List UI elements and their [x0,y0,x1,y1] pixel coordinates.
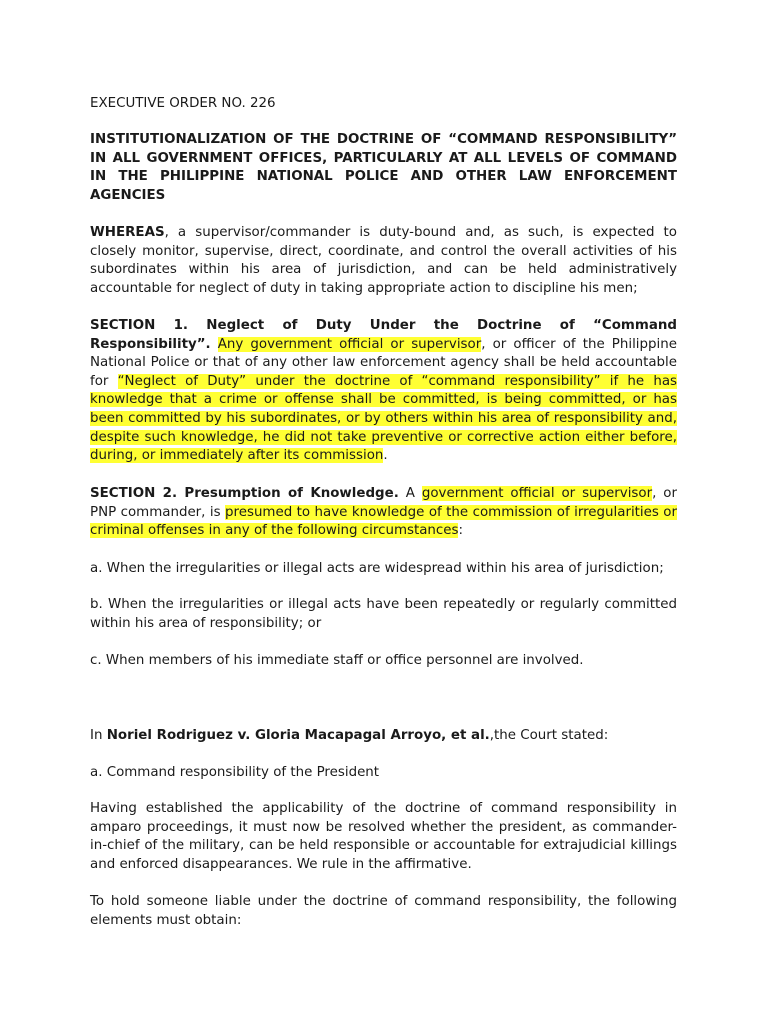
paragraph-1: Having established the applicability of the doctrine of command responsibility in amparo proceedings, it must now be resolved whether the president, as commander-in-chief of the military, can be held responsible or accountable for extrajudicial killings and enforced disappearances. We rule in the affirmative. [90,801,677,872]
section-2-text-0: A [398,486,422,501]
whereas-lead: WHEREAS [90,225,165,240]
document-title: INSTITUTIONALIZATION OF THE DOCTRINE OF “COMMAND RESPONSIBILITY” IN ALL GOVERNMENT OFFICES, PARTICULARLY AT ALL LEVELS OF COMMAND IN THE PHILIPPINE NATIONAL POLICE AND OTHER LAW ENFORCEMENT AGENCIES [90,132,677,203]
section-2-heading: SECTION 2. Presumption of Knowledge. [90,486,399,501]
section-1-heading: SECTION 1. Neglect of Duty Under the Doctrine of “Command Responsibility”. [90,318,677,352]
section-2 [90,485,677,541]
case-pre: In [90,728,107,743]
case-citation [90,727,677,746]
circumstance-c: c. When members of his immediate staff or office personnel are involved. [90,653,584,668]
executive-order-number: EXECUTIVE ORDER NO. 226 [90,96,276,111]
section-2-highlight-2: presumed to have knowledge of the commission of irregularities or criminal offenses in any of the following circumstances [90,504,677,539]
section-2-text-1: , or PNP commander, is [90,486,677,520]
subheading: a. Command responsibility of the President [90,765,380,780]
section-1-text-2: . [383,448,388,464]
section-1-text-1: , or officer of the Philippine National Police or that of any other law enforcement agency shall be held accountable for [90,336,677,389]
section-1-highlight-1: Any government official or supervisor [217,336,482,352]
whereas-text: , a supervisor/commander is duty-bound and, as such, is expected to closely monitor, supervise, direct, coordinate, and control the overall activities of his subordinates within his area of jurisdiction, and can be held administratively accountable for neglect of duty in taking appropriate action to discipline his men; [90,225,677,296]
section-2-highlight-1: government official or supervisor [421,486,653,501]
circumstance-b: b. When the irregularities or illegal acts have been repeatedly or regularly committed within his area of responsibility; or [90,597,677,631]
case-post: ,the Court stated: [489,728,609,743]
paragraph-2: To hold someone liable under the doctrine of command responsibility, the following elements must obtain: [90,894,677,928]
section-1-highlight-2: “Neglect of Duty” under the doctrine of “command responsibility” if he has knowledge that a crime or offense shall be committed, is being committed, or has been committed by his subordinates, or by others within his area of responsibility and, despite such knowledge, he did not take preventive or corrective action either before, during, or immediately after its commission [90,373,678,464]
whereas-clause [90,224,677,298]
case-name: Noriel Rodriguez v. Gloria Macapagal Arroyo, et al. [106,728,490,743]
circumstance-a: a. When the irregularities or illegal acts are widespread within his area of jurisdiction; [90,561,664,576]
section-2-text-2: : [458,523,463,539]
section-1 [90,317,677,466]
